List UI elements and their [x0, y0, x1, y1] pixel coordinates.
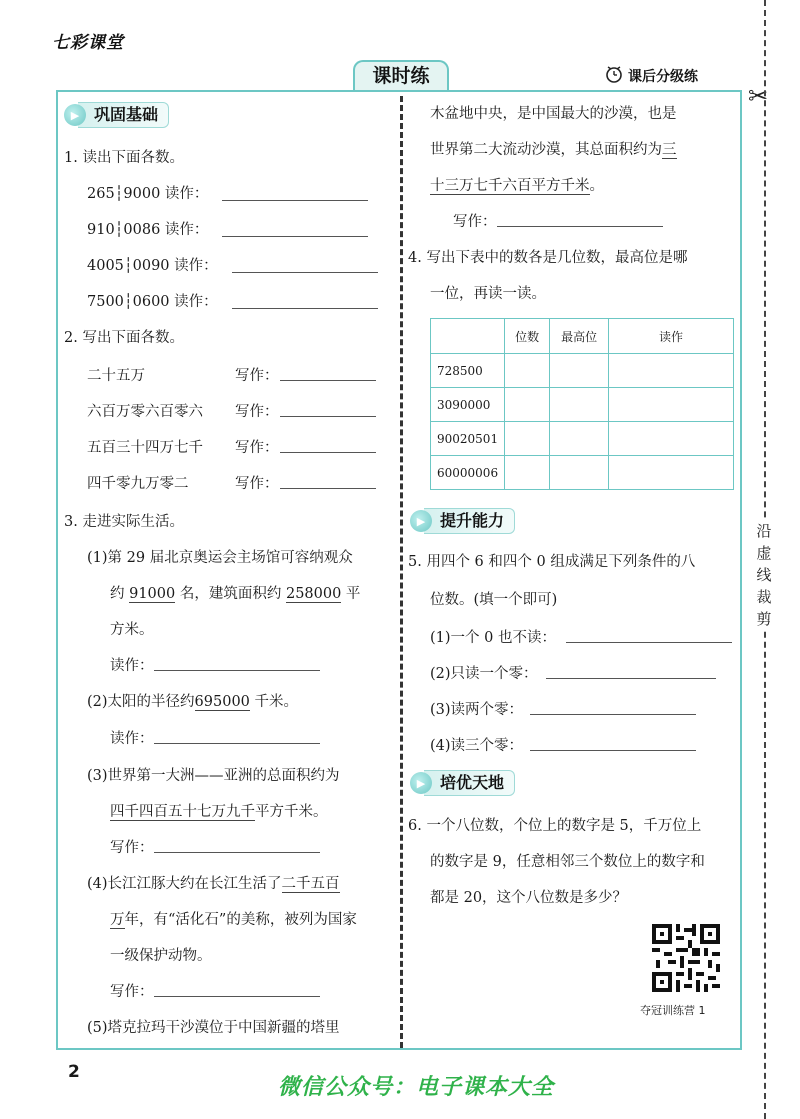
write-item: 二十五万	[87, 368, 145, 384]
question-6-line2: 的数字是 9，任意相邻三个数位上的数字和	[430, 854, 705, 870]
text: (4)长江江豚大约在长江生活了	[87, 876, 282, 892]
qr-code-icon[interactable]	[652, 924, 720, 992]
table-answer-cell[interactable]	[505, 354, 550, 388]
underlined-number: 695000	[194, 694, 250, 710]
number-table	[430, 318, 734, 490]
q5-item: (1)一个 0 也不读：	[430, 630, 556, 646]
q3-part5-cont	[430, 174, 604, 195]
table-answer-cell[interactable]	[505, 388, 550, 422]
q3-part4-line2	[110, 908, 357, 929]
camp-label: 夺冠训练营 1	[640, 1004, 706, 1017]
table-header-cell	[431, 319, 505, 354]
table-answer-cell[interactable]	[609, 354, 734, 388]
underlined-number: 万	[110, 912, 125, 928]
page-title: 课时练	[353, 60, 449, 90]
text: 世界第二大流动沙漠，其总面积约为	[430, 142, 662, 158]
q5-item: (4)读三个零：	[430, 738, 524, 754]
question-5-title-line2: 位数。(填一个即可)	[430, 592, 558, 608]
answer-line[interactable]	[232, 258, 378, 273]
write-item: 六百万零六百零六	[87, 404, 203, 420]
answer-line[interactable]	[280, 438, 376, 453]
q3-part3-line2	[110, 800, 328, 821]
cut-label	[748, 520, 780, 630]
answer-line[interactable]	[154, 656, 320, 671]
question-1-title: 1. 读出下面各数。	[64, 150, 184, 166]
text: 约	[110, 586, 130, 602]
table-answer-cell[interactable]	[505, 456, 550, 490]
write-item: 五百三十四万七千	[87, 440, 203, 456]
question-4-title-line2: 一位，再读一读。	[430, 286, 546, 302]
table-answer-cell[interactable]	[550, 456, 609, 490]
table-answer-cell[interactable]	[550, 388, 609, 422]
table-row	[431, 422, 734, 456]
q3-part5-cont	[430, 138, 677, 159]
answer-line[interactable]	[497, 212, 663, 227]
read-item: 7500┆0600 读作：	[87, 294, 218, 310]
cut-char: 裁	[756, 588, 772, 606]
play-icon: ▶	[410, 510, 432, 532]
text: 平	[341, 586, 361, 602]
underlined-number: 二千五百	[281, 876, 340, 892]
table-answer-cell[interactable]	[550, 354, 609, 388]
table-row	[431, 354, 734, 388]
q3-part4-line3: 一级保护动物。	[110, 948, 212, 964]
q5-item: (3)读两个零：	[430, 702, 524, 718]
cut-char: 线	[756, 566, 772, 584]
text: 名，建筑面积约	[175, 586, 286, 602]
answer-line[interactable]	[232, 294, 378, 309]
table-header-cell: 读作	[609, 319, 734, 354]
q3-part1-line2	[110, 582, 360, 603]
q3-part3-text: (3)世界第一大洲——亚洲的总面积约为	[87, 768, 340, 784]
text: 平方千米。	[255, 804, 328, 820]
write-label: 写作：	[453, 214, 497, 230]
section-title: 培优天地	[424, 770, 515, 796]
read-item: 265┆9000 读作：	[87, 186, 209, 202]
read-label: 读作：	[110, 731, 154, 747]
read-label: 读作：	[110, 658, 154, 674]
brand-logo: 七彩课堂	[52, 33, 124, 53]
table-answer-cell[interactable]	[550, 422, 609, 456]
question-6-title: 6. 一个八位数，个位上的数字是 5，千万位上	[408, 818, 702, 834]
q3-part4-text	[87, 872, 340, 893]
question-5-title: 5. 用四个 6 和四个 0 组成满足下列条件的八	[408, 554, 696, 570]
table-number-cell: 60000006	[431, 456, 505, 490]
underlined-number: 三	[662, 142, 677, 158]
play-icon: ▶	[64, 104, 86, 126]
q3-part1-line3: 方米。	[110, 622, 154, 638]
q3-part1-text: (1)第 29 届北京奥运会主场馆可容纳观众	[87, 550, 353, 566]
section-title: 提升能力	[424, 508, 515, 534]
section-header-basics	[64, 102, 169, 128]
table-answer-cell[interactable]	[609, 456, 734, 490]
table-number-cell: 728500	[431, 354, 505, 388]
page-number: 2	[68, 1062, 80, 1082]
cut-char: 虚	[756, 544, 772, 562]
write-label: 写作：	[235, 440, 279, 456]
write-label: 写作：	[235, 404, 279, 420]
question-4-title: 4. 写出下表中的数各是几位数，最高位是哪	[408, 250, 688, 266]
answer-line[interactable]	[530, 736, 696, 751]
underlined-number: 四千四百五十七万九千	[110, 804, 255, 820]
underlined-number: 91000	[129, 586, 176, 602]
play-icon: ▶	[410, 772, 432, 794]
cut-char: 沿	[756, 522, 772, 540]
answer-line[interactable]	[546, 664, 716, 679]
section-title: 巩固基础	[78, 102, 169, 128]
cut-char: 剪	[756, 610, 772, 628]
table-number-cell: 3090000	[431, 388, 505, 422]
underlined-number: 十三万七千六百平方千米	[430, 178, 590, 194]
grade-label: 课后分级练	[628, 69, 698, 85]
wechat-watermark: 微信公众号：电子课本大全	[278, 1075, 555, 1100]
q3-part5-text: (5)塔克拉玛干沙漠位于中国新疆的塔里	[87, 1020, 340, 1036]
answer-line[interactable]	[222, 222, 368, 237]
write-label: 写作：	[235, 368, 279, 384]
answer-line[interactable]	[530, 700, 696, 715]
question-3-title: 3. 走进实际生活。	[64, 514, 184, 530]
table-number-cell: 90020501	[431, 422, 505, 456]
section-header-improve	[410, 508, 515, 534]
table-header-cell: 位数	[505, 319, 550, 354]
question-2-title: 2. 写出下面各数。	[64, 330, 184, 346]
text: 千米。	[249, 694, 299, 710]
question-6-line3: 都是 20，这个八位数是多少？	[430, 890, 628, 906]
table-answer-cell[interactable]	[609, 388, 734, 422]
answer-line[interactable]	[566, 628, 732, 643]
q3-part2	[87, 690, 298, 711]
read-item: 910┆0086 读作：	[87, 222, 209, 238]
answer-line[interactable]	[280, 474, 376, 489]
underlined-number: 258000	[285, 586, 342, 602]
q3-part5-cont: 木盆地中央，是中国最大的沙漠，也是	[430, 106, 677, 122]
column-divider	[400, 96, 403, 1048]
table-header-row	[431, 319, 734, 354]
write-item: 四千零九万零二	[87, 476, 189, 492]
answer-line[interactable]	[154, 982, 320, 997]
answer-line[interactable]	[280, 402, 376, 417]
table-row	[431, 456, 734, 490]
write-label: 写作：	[235, 476, 279, 492]
write-label: 写作：	[110, 840, 154, 856]
text: 。	[589, 178, 604, 194]
table-answer-cell[interactable]	[505, 422, 550, 456]
answer-line[interactable]	[154, 838, 320, 853]
text: 年，有“活化石”的美称，被列为国家	[124, 912, 357, 928]
table-answer-cell[interactable]	[609, 422, 734, 456]
text: (2)太阳的半径约	[87, 694, 195, 710]
section-header-advanced	[410, 770, 515, 796]
table-header-cell: 最高位	[550, 319, 609, 354]
write-label: 写作：	[110, 984, 154, 1000]
scissors-icon: ✂	[748, 82, 769, 110]
answer-line[interactable]	[154, 729, 320, 744]
clock-icon	[604, 64, 624, 84]
table-row	[431, 388, 734, 422]
answer-line[interactable]	[280, 366, 376, 381]
q5-item: (2)只读一个零：	[430, 666, 538, 682]
answer-line[interactable]	[222, 186, 368, 201]
read-item: 4005┆0090 读作：	[87, 258, 218, 274]
